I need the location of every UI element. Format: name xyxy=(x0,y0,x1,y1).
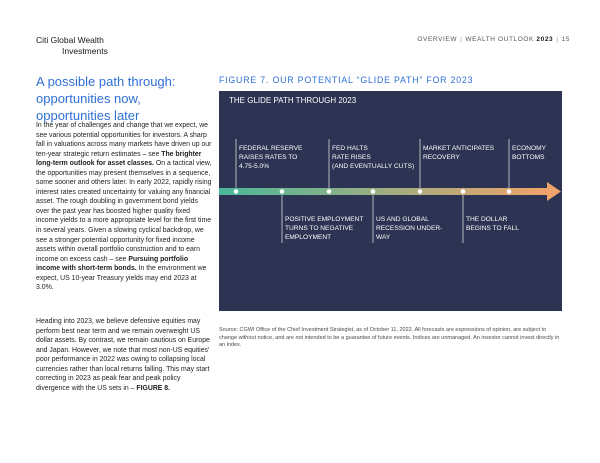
timeline-marker xyxy=(506,189,512,195)
event-label-line: ECONOMY xyxy=(512,145,547,152)
paragraph-text: On a tactical view, the opportunities may present themselves in a sequence, some sooner and others later. In early 2022, rapidly rising interest rates created uncertainty for valuing any financial asset. The rough doubling in government bond yields over the past year has boosted higher quality fixed income yields to a more appropriate level for the first time in several years. Given a slowing cyclical backdrop, we see a stronger potential opportunity for fixed income assets within overall portfolio construction and to earn income on excess cash – see xyxy=(36,160,212,263)
body-paragraph xyxy=(36,121,212,293)
paragraph-text: Heading into 2023, we believe defensive equities may perform best near term and we remain overweight US dollar assets. By contrast, we remain cautious on Europe and Japan. However, we note that most non-US equities' poor performance in 2022 was owing to collapsing local currencies rather than local returns falling. This may start correcting in 2023 as peak fear and peak policy divergence with the US sets in – xyxy=(36,318,210,392)
event-label-line: RECESSION UNDER- xyxy=(376,225,443,233)
arrow-head-icon xyxy=(547,182,561,201)
brand-subtitle: Investments xyxy=(62,46,108,56)
cross-reference: Pursuing portfolio income with short-term bonds. xyxy=(36,255,189,273)
event-label-line: RAISES RATES TO xyxy=(239,154,298,162)
event-label-line: MARKET ANTICIPATES xyxy=(423,145,495,152)
event-label-line: TURNS TO NEGATIVE xyxy=(285,225,354,233)
timeline-marker xyxy=(279,189,285,195)
bottom-event-label xyxy=(285,215,363,243)
event-label-line: RECOVERY xyxy=(423,154,460,162)
section-heading: A possible path through: opportunities now, opportunities later xyxy=(36,74,176,123)
timeline-marker xyxy=(370,189,376,195)
diagram-title: THE GLIDE PATH THROUGH 2023 xyxy=(229,96,357,105)
timeline-marker xyxy=(233,189,239,195)
cross-reference: The brighter long-term outlook for asset classes. xyxy=(36,150,202,168)
glide-path-diagram xyxy=(219,91,562,311)
source-note: Source: CGWI Office of the Chief Investment Strategist, as of October 11, 2022. All forecasts are expressions of opinion, are subject to change without notice, and are not intended to be a guarantee of future events. Indices are unmanaged. An investor cannot invest directly in an index. xyxy=(219,327,560,348)
paragraph-text: In the year of challenges and change that we expect, we see various potential opportunities for investors. A sharp fall in valuations across many markets have driven up our ten-year strategic return estimates – see xyxy=(36,122,212,158)
header-section: OVERVIEW xyxy=(417,36,458,43)
glide-path-svg xyxy=(219,91,562,311)
running-header xyxy=(417,36,570,43)
top-event-label xyxy=(239,144,302,172)
event-label-line: POSITIVE EMPLOYMENT xyxy=(285,216,364,223)
event-label-line: US AND GLOBAL xyxy=(376,216,429,223)
event-label-line: THE DOLLAR xyxy=(466,216,508,223)
page-number: 15 xyxy=(561,36,570,43)
event-label-line: FED HALTS xyxy=(332,145,368,152)
timeline-marker xyxy=(417,189,423,195)
event-label-line: WAY xyxy=(376,234,391,242)
bottom-event-label xyxy=(376,215,442,243)
event-label-line: EMPLOYMENT xyxy=(285,234,332,242)
header-separator: | xyxy=(460,36,463,43)
timeline-marker xyxy=(460,189,466,195)
event-label-line: BEGINS TO FALL xyxy=(466,225,519,233)
top-event-label xyxy=(423,144,494,162)
figure-title: FIGURE 7. OUR POTENTIAL “GLIDE PATH” FOR 2023 xyxy=(219,75,474,85)
top-event-label xyxy=(332,144,414,172)
top-event-label xyxy=(512,144,546,162)
cross-reference: FIGURE 8. xyxy=(136,384,171,392)
glide-path-arrow xyxy=(219,188,548,195)
timeline-marker xyxy=(326,189,332,195)
brand-name: Citi Global Wealth xyxy=(36,35,104,45)
event-label-line: (AND EVENTUALLY CUTS) xyxy=(332,163,415,171)
body-paragraph xyxy=(36,317,212,393)
event-label-line: BOTTOMS xyxy=(512,154,545,162)
header-publication: WEALTH OUTLOOK xyxy=(465,36,534,43)
brand-logo xyxy=(36,35,108,57)
event-label-line: FEDERAL RESERVE xyxy=(239,145,303,152)
event-label-line: RATE RISES xyxy=(332,154,371,162)
paragraph-text: In the environment we expect, US 10-year Treasury yields may end 2023 at 3.0%. xyxy=(36,265,207,292)
bottom-event-label xyxy=(466,215,519,233)
header-year: 2023 xyxy=(536,36,554,43)
event-label-line: 4.75-5.0% xyxy=(239,163,270,171)
header-separator: | xyxy=(556,36,559,43)
